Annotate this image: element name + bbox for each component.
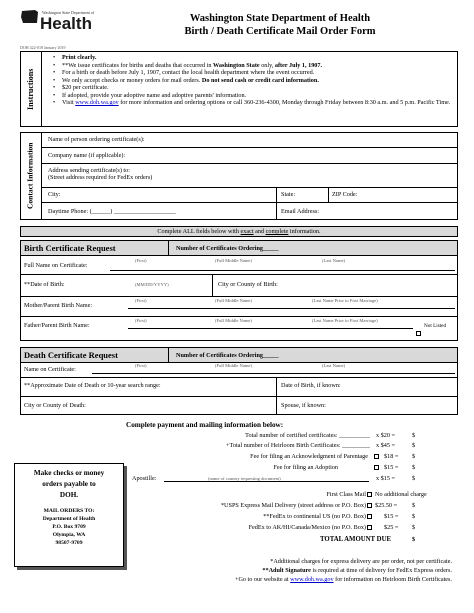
approx-death-date-label: **Approximate Date of Death or 10-year search range: [24,382,161,389]
instructions-label: Instructions [26,68,35,110]
doh-website-link[interactable]: www.doh.wa.gov [290,576,334,583]
instruction-item: • $20 per certificate. [62,84,452,92]
company-name-field[interactable]: Company name (if applicable): [48,152,126,159]
page-title: Washington State Department of Health [189,13,371,24]
not-listed-checkbox[interactable] [416,331,421,336]
death-section-header: Death Certificate Request [24,350,118,360]
total-amount-field[interactable]: $ [412,536,416,543]
logo: Washington State Department of Health [20,9,110,49]
page-subtitle: Birth / Death Certificate Mail Order Form [184,26,376,37]
payment-row[interactable]: +Total number of Heirloom Birth Certificates: _________ [226,442,370,449]
first-class-checkbox[interactable] [367,492,372,497]
instruction-item: • We only accept checks or money orders for mail orders. Do not send cash or credit card information. [62,77,452,85]
daytime-phone-field[interactable]: Daytime Phone: (______) ____________________ [48,208,176,215]
doh-website-link[interactable]: www.doh.wa.gov [75,99,119,107]
form-code: DOH 422-018 January 2019 [20,45,66,50]
fedex-intl-checkbox[interactable] [367,525,372,530]
apostille-field[interactable]: Apostille: [132,475,157,482]
payment-title: Complete payment and mailing information below: [126,421,284,429]
birth-num-certificates[interactable]: Number of Certificates Ordering_____ [176,245,279,252]
payable-note: Make checks or money orders payable to DOH. [33,469,105,499]
parentage-checkbox[interactable] [374,454,379,459]
contact-label: Contact Information [25,142,35,210]
shipping-option[interactable]: **FedEx to continental US (no P.O. Box) [263,513,366,520]
birth-city-label: City or County of Birth: [218,281,278,288]
instruction-item: • For a birth or death before July 1, 1907, contact the local health department where the event occurred. [62,69,452,77]
shipping-option[interactable]: FedEx to AK/HI/Canada/Mexico (no P.O. Box) [248,524,366,531]
shipping-option[interactable]: First Class Mail [326,491,366,498]
complete-note: Complete ALL fields below with exact and complete information. [157,228,321,235]
birth-dob-label: **Date of Birth: [24,281,65,288]
not-listed-label: Not Listed [424,323,447,329]
fedex-us-checkbox[interactable] [367,514,372,519]
adoption-checkbox[interactable] [374,465,379,470]
footnote-express: *Additional charges for express delivery are per order, not per certificate. [270,558,452,565]
mailing-address: MAIL ORDERS TO: Department of Health P.O. Box 9709 Olympia, WA 98507-9709 [42,508,96,547]
footnote-signature: **Adult Signature is required at time of delivery for FedEx Express orders. [262,567,452,574]
instruction-item: • Visit www.doh.wa.gov for more information and ordering options or call 360-236-4300, Monday through Friday between 8:30 a.m. and 5 p.m. Pacific Time. [62,99,452,107]
footnote-heirloom: +Go to our website at www.doh.wa.gov for information on Heirloom Birth Certificates. [234,576,452,583]
email-field[interactable]: Email Address: [281,208,319,215]
instructions-list [62,54,452,107]
instruction-item: • Print clearly. [62,54,452,62]
name-ordering-field[interactable]: Name of person ordering certificate(s): [48,136,145,143]
payment-row[interactable]: Fee for filing an Adoption [273,464,338,471]
death-dob-label: Date of Birth, if known: [281,382,341,389]
payment-row[interactable]: Fee for filing an Acknowledgment of Parentage [250,453,368,460]
zip-field[interactable]: ZIP Code: [332,191,358,198]
usps-express-checkbox[interactable] [367,503,372,508]
instruction-item: • **We issue certificates for births and deaths that occurred in Washington State only, after July 1, 1907. [62,62,452,70]
birth-section-header: Birth Certificate Request [24,243,116,253]
state-outline-icon [20,9,40,25]
death-name-label: Name on Certificate: [24,366,76,373]
address-field[interactable]: Address sending certificate(s) to: (Street address required for FedEx orders) [48,167,153,182]
payment-row[interactable]: Total number of certified certificates: __________ [245,432,370,439]
spouse-label: Spouse, if known: [281,402,326,409]
instruction-item: • If adopted, provide your adoptive name and adoptive parents' information. [62,92,452,100]
shipping-option[interactable]: *USPS Express Mail Delivery (street address or P.O. Box) [220,502,366,509]
death-city-label: City or County of Death: [24,402,86,409]
logo-text: Health [40,14,92,33]
total-amount-label: TOTAL AMOUNT DUE [320,536,392,543]
death-num-certificates[interactable]: Number of Certificates Ordering_____ [176,352,279,359]
state-field[interactable]: State: [281,191,296,198]
father-name-label: Father/Parent Birth Name: [24,322,90,329]
birth-full-name-label: Full Name on Certificate: [24,262,88,269]
mother-name-label: Mother/Parent Birth Name: [24,302,93,309]
city-field[interactable]: City: [48,191,61,198]
